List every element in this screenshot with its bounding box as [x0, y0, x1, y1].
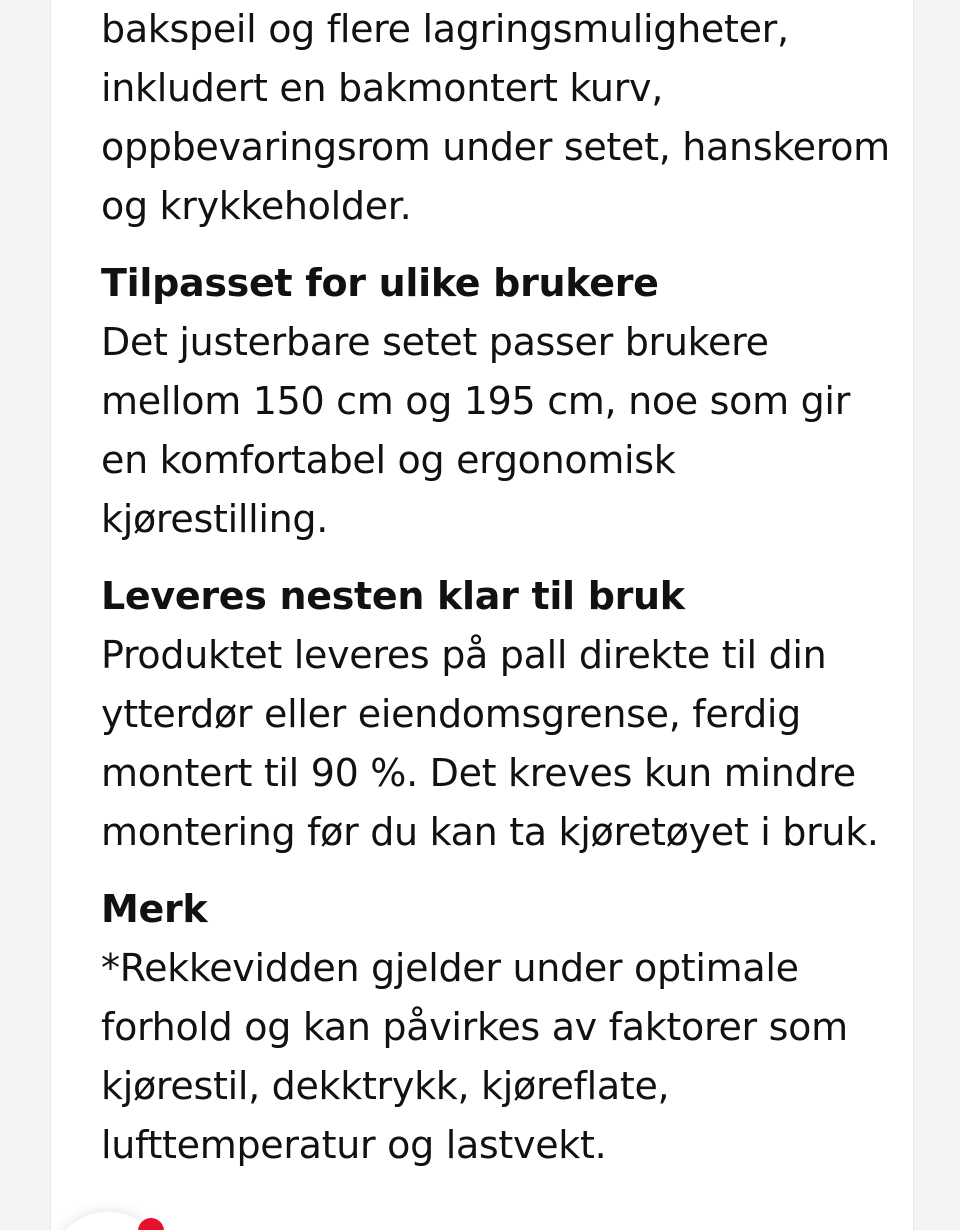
section-body: *Rekkevidden gjelder under optimale forhold og kan påvirkes av faktorer som kjørestil, dekktrykk, kjøreflate, lufttemperatur og lastvekt.	[101, 946, 848, 1167]
section-heading: Leveres nesten klar til bruk	[101, 574, 685, 618]
section-body: Det justerbare setet passer brukere mellom 150 cm og 195 cm, noe som gir en komfortabel og ergonomisk kjørestilling.	[101, 320, 851, 541]
section-heading: Merk	[101, 887, 208, 931]
intro-paragraph: bakspeil og flere lagringsmuligheter, inkludert en bakmontert kurv, oppbevaringsrom under setet, hanskerom og krykkeholder.	[101, 7, 890, 228]
section-note	[101, 880, 891, 1175]
section-delivery	[101, 567, 891, 862]
section-body: Produktet leveres på pall direkte til din ytterdør eller eiendomsgrense, ferdig montert til 90 %. Det kreves kun mindre montering før du kan ta kjøretøyet i bruk.	[101, 633, 879, 854]
section-users	[101, 254, 891, 549]
product-description	[101, 0, 891, 1175]
section-heading: Tilpasset for ulike brukere	[101, 261, 659, 305]
